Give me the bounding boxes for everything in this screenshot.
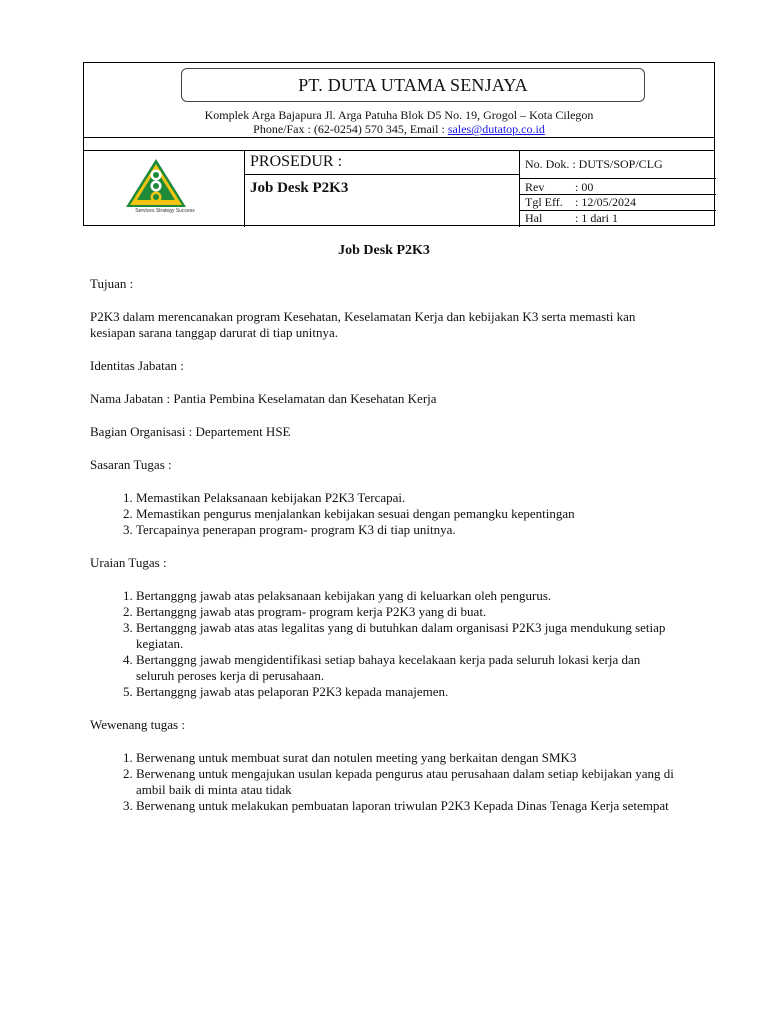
list-item: 5. Bertanggng jawab atas pelaporan P2K3 kepada manajemen. — [136, 684, 680, 700]
list-item: 2. Berwenang untuk mengajukan usulan kepada pengurus atau perusahaan dalam setiap kebijakan yang di ambil baik di minta atau tidak — [136, 766, 680, 798]
list-item: 1. Bertanggng jawab atas pelaksanaan kebijakan yang di keluarkan oleh pengurus. — [136, 588, 680, 604]
list-item: 2. Bertanggng jawab atas program- program kerja P2K3 yang di buat. — [136, 604, 680, 620]
sasaran-list — [90, 490, 680, 538]
section-label: Sasaran Tugas : — [90, 457, 172, 472]
rev-label: Rev — [525, 180, 545, 194]
list-item: 3. Bertanggng jawab atas atas legalitas yang di butuhkan dalam organisasi P2K3 juga mendukung setiap kegiatan. — [136, 620, 680, 652]
logo-caption: Services Strategy Success — [135, 208, 195, 214]
list-item: 3. Tercapainya penerapan program- program K3 di tiap unitnya. — [136, 522, 680, 538]
company-logo — [84, 150, 244, 227]
contact-line — [84, 122, 714, 136]
list-item: 4. Bertanggng jawab mengidentifikasi setiap bahaya kecelakaan kerja pada seluruh lokasi kerja dan seluruh peroses kerja di perusahaan. — [136, 652, 680, 684]
section-label: Wewenang tugas : — [90, 717, 185, 732]
wewenang-list — [90, 750, 680, 814]
tgl-value: : 12/05/2024 — [575, 195, 637, 209]
page-info — [525, 211, 618, 226]
section-label: Uraian Tugas : — [90, 555, 167, 570]
document-heading: Job Desk P2K3 — [338, 243, 430, 258]
procedure-title: Job Desk P2K3 — [250, 180, 349, 196]
address-line: Komplek Arga Bajapura Jl. Arga Patuha Blok D5 No. 19, Grogol – Kota Cilegon — [204, 108, 594, 122]
list-item: 1. Memastikan Pelaksanaan kebijakan P2K3 Tercapai. — [136, 490, 680, 506]
uraian-list — [90, 588, 680, 700]
company-address — [84, 108, 714, 136]
phone-fax: Phone/Fax : (62-0254) 570 345, Email : — [253, 122, 448, 136]
paragraph: Bagian Organisasi : Departement HSE — [90, 424, 291, 439]
section-label: Tujuan : — [90, 276, 134, 291]
hal-value: : 1 dari 1 — [575, 211, 618, 225]
document-header — [83, 62, 715, 226]
hal-label: Hal — [525, 211, 543, 225]
company-name: PT. DUTA UTAMA SENJAYA — [181, 68, 645, 102]
email-link[interactable]: sales@dutatop.co.id — [447, 122, 545, 136]
divider — [84, 137, 714, 138]
list-item: 1. Berwenang untuk membuat surat dan notulen meeting yang berkaitan dengan SMK3 — [136, 750, 680, 766]
divider — [519, 150, 520, 227]
document-body — [90, 276, 680, 831]
tgl-label: Tgl Eff. — [525, 195, 563, 209]
divider — [519, 178, 716, 179]
procedure-label: PROSEDUR : — [250, 153, 343, 170]
paragraph: Nama Jabatan : Pantia Pembina Keselamatan dan Kesehatan Kerja — [90, 391, 437, 406]
paragraph: P2K3 dalam merencanakan program Kesehatan, Keselamatan Kerja dan kebijakan K3 serta memasti kan kesiapan sarana tanggap darurat di tiap unitnya. — [90, 309, 636, 340]
section-label: Identitas Jabatan : — [90, 358, 184, 373]
revision — [525, 180, 593, 195]
list-item: 3. Berwenang untuk melakukan pembuatan laporan triwulan P2K3 Kepada Dinas Tenaga Kerja setempat — [136, 798, 680, 814]
divider — [245, 174, 519, 175]
effective-date — [525, 195, 636, 210]
list-item: 2. Memastikan pengurus menjalankan kebijakan sesuai dengan pemangku kepentingan — [136, 506, 680, 522]
rev-value: : 00 — [575, 180, 594, 194]
doc-number: No. Dok. : DUTS/SOP/CLG — [525, 157, 663, 171]
divider — [244, 150, 245, 227]
logo-triangle-icon — [84, 150, 244, 227]
